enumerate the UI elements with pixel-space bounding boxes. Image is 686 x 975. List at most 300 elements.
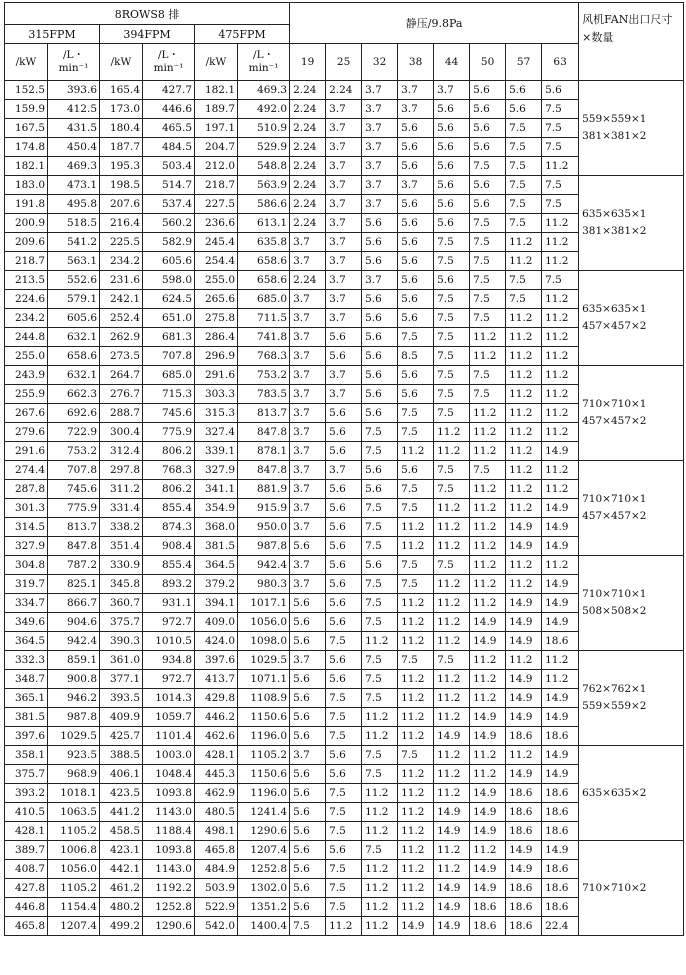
motor-power-cell: 14.9: [506, 689, 542, 708]
motor-power-cell: 5.6: [434, 138, 470, 157]
motor-power-cell: 11.2: [542, 385, 579, 404]
motor-power-cell: 18.6: [542, 898, 579, 917]
capacity-cell: 1188.4: [143, 822, 195, 841]
motor-power-cell: 18.6: [506, 784, 542, 803]
motor-power-cell: 7.5: [326, 632, 362, 651]
motor-power-cell: 3.7: [326, 366, 362, 385]
motor-power-cell: 5.6: [398, 290, 434, 309]
capacity-cell: 288.7: [100, 404, 143, 423]
motor-power-cell: 7.5: [470, 385, 506, 404]
capacity-cell: 390.3: [100, 632, 143, 651]
capacity-cell: 216.4: [100, 214, 143, 233]
motor-power-cell: 5.6: [326, 746, 362, 765]
capacity-cell: 254.4: [195, 252, 238, 271]
motor-power-cell: 7.5: [470, 309, 506, 328]
motor-power-cell: 11.2: [542, 423, 579, 442]
capacity-cell: 1093.8: [143, 784, 195, 803]
capacity-cell: 462.6: [195, 727, 238, 746]
motor-power-cell: 5.6: [326, 442, 362, 461]
motor-power-cell: 11.2: [362, 708, 398, 727]
unit-lpm: /L・min⁻¹: [238, 44, 290, 81]
capacity-cell: 624.5: [143, 290, 195, 309]
capacity-cell: 908.4: [143, 537, 195, 556]
capacity-cell: 514.7: [143, 176, 195, 195]
motor-power-cell: 3.7: [290, 480, 326, 499]
motor-power-cell: 5.6: [362, 252, 398, 271]
fan-outlet-size: 635×635×1 457×457×2: [579, 271, 684, 366]
capacity-cell: 265.6: [195, 290, 238, 309]
capacity-cell: 518.5: [48, 214, 100, 233]
capacity-cell: 859.1: [48, 651, 100, 670]
motor-power-cell: 11.2: [542, 157, 579, 176]
motor-power-cell: 7.5: [326, 822, 362, 841]
capacity-cell: 632.1: [48, 366, 100, 385]
motor-power-cell: 3.7: [290, 556, 326, 575]
fan-outlet-size: 710×710×1 508×508×2: [579, 556, 684, 651]
motor-power-cell: 3.7: [290, 309, 326, 328]
motor-power-cell: 7.5: [398, 499, 434, 518]
capacity-cell: 287.8: [5, 480, 48, 499]
motor-power-cell: 5.6: [362, 233, 398, 252]
capacity-cell: 1006.8: [48, 841, 100, 860]
capacity-cell: 681.3: [143, 328, 195, 347]
motor-power-cell: 11.2: [434, 537, 470, 556]
capacity-cell: 327.9: [195, 461, 238, 480]
motor-power-cell: 14.9: [542, 518, 579, 537]
capacity-cell: 1241.4: [238, 803, 290, 822]
motor-power-cell: 14.9: [470, 784, 506, 803]
capacity-cell: 412.5: [48, 100, 100, 119]
motor-power-cell: 18.6: [506, 917, 542, 936]
motor-power-cell: 5.6: [290, 898, 326, 917]
motor-power-cell: 11.2: [434, 632, 470, 651]
motor-power-cell: 11.2: [362, 898, 398, 917]
motor-power-cell: 11.2: [470, 651, 506, 670]
capacity-cell: 1351.2: [238, 898, 290, 917]
capacity-cell: 275.8: [195, 309, 238, 328]
motor-power-cell: 5.6: [290, 632, 326, 651]
capacity-cell: 658.6: [48, 347, 100, 366]
motor-power-cell: 7.5: [398, 423, 434, 442]
capacity-cell: 753.2: [48, 442, 100, 461]
table-row: [5, 556, 684, 575]
motor-power-cell: 11.2: [398, 841, 434, 860]
unit-lpm: /L・min⁻¹: [143, 44, 195, 81]
capacity-cell: 243.9: [5, 366, 48, 385]
motor-power-cell: 3.7: [290, 746, 326, 765]
capacity-cell: 942.4: [48, 632, 100, 651]
motor-power-cell: 7.5: [434, 347, 470, 366]
motor-power-cell: 11.2: [362, 803, 398, 822]
motor-power-cell: 5.6: [362, 404, 398, 423]
motor-power-cell: 5.6: [362, 309, 398, 328]
fan-outlet-size: 710×710×1 457×457×2: [579, 366, 684, 461]
capacity-cell: 465.8: [195, 841, 238, 860]
capacity-cell: 480.2: [100, 898, 143, 917]
table-row: [5, 461, 684, 480]
capacity-cell: 198.5: [100, 176, 143, 195]
motor-power-cell: 7.5: [542, 119, 579, 138]
capacity-cell: 499.2: [100, 917, 143, 936]
motor-power-cell: 5.6: [398, 138, 434, 157]
capacity-cell: 255.0: [195, 271, 238, 290]
motor-power-cell: 5.6: [470, 176, 506, 195]
motor-power-cell: 5.6: [290, 594, 326, 613]
capacity-cell: 381.5: [195, 537, 238, 556]
capacity-cell: 365.1: [5, 689, 48, 708]
motor-power-cell: 5.6: [326, 841, 362, 860]
capacity-cell: 393.5: [100, 689, 143, 708]
motor-power-cell: 3.7: [290, 499, 326, 518]
capacity-cell: 1018.1: [48, 784, 100, 803]
capacity-cell: 389.7: [5, 841, 48, 860]
motor-power-cell: 5.6: [470, 100, 506, 119]
capacity-cell: 286.4: [195, 328, 238, 347]
capacity-cell: 354.9: [195, 499, 238, 518]
motor-power-cell: 5.6: [362, 290, 398, 309]
motor-power-cell: 5.6: [290, 727, 326, 746]
motor-power-cell: 14.9: [434, 917, 470, 936]
capacity-cell: 462.9: [195, 784, 238, 803]
capacity-cell: 218.7: [195, 176, 238, 195]
capacity-cell: 972.7: [143, 670, 195, 689]
motor-power-cell: 5.6: [326, 480, 362, 499]
capacity-cell: 236.6: [195, 214, 238, 233]
capacity-cell: 200.9: [5, 214, 48, 233]
motor-power-cell: 3.7: [290, 347, 326, 366]
capacity-cell: 445.3: [195, 765, 238, 784]
capacity-cell: 537.4: [143, 195, 195, 214]
motor-power-cell: 7.5: [434, 461, 470, 480]
motor-power-cell: 11.2: [542, 214, 579, 233]
motor-power-cell: 11.2: [398, 708, 434, 727]
capacity-cell: 972.7: [143, 613, 195, 632]
motor-power-cell: 14.9: [506, 670, 542, 689]
capacity-cell: 692.6: [48, 404, 100, 423]
motor-power-cell: 3.7: [362, 157, 398, 176]
motor-power-cell: 7.5: [362, 594, 398, 613]
capacity-cell: 1048.4: [143, 765, 195, 784]
capacity-cell: 560.2: [143, 214, 195, 233]
capacity-cell: 410.5: [5, 803, 48, 822]
capacity-cell: 552.6: [48, 271, 100, 290]
capacity-cell: 855.4: [143, 499, 195, 518]
motor-power-cell: 3.7: [290, 233, 326, 252]
motor-power-cell: 5.6: [290, 537, 326, 556]
capacity-cell: 1101.4: [143, 727, 195, 746]
motor-power-cell: 18.6: [542, 879, 579, 898]
capacity-cell: 465.5: [143, 119, 195, 138]
capacity-cell: 394.1: [195, 594, 238, 613]
capacity-cell: 234.2: [100, 252, 143, 271]
capacity-cell: 262.9: [100, 328, 143, 347]
capacity-cell: 300.4: [100, 423, 143, 442]
capacity-cell: 775.9: [48, 499, 100, 518]
motor-power-cell: 14.9: [470, 727, 506, 746]
capacity-cell: 183.0: [5, 176, 48, 195]
static-pressure-header: 静压/9.8Pa: [290, 3, 579, 44]
motor-power-cell: 11.2: [506, 499, 542, 518]
motor-power-cell: 11.2: [506, 366, 542, 385]
fan-outlet-size: 762×762×1 559×559×2: [579, 651, 684, 746]
motor-power-cell: 18.6: [506, 803, 542, 822]
motor-power-cell: 7.5: [398, 651, 434, 670]
capacity-cell: 207.6: [100, 195, 143, 214]
motor-power-cell: 18.6: [506, 898, 542, 917]
motor-power-cell: 11.2: [542, 480, 579, 499]
motor-power-cell: 11.2: [470, 765, 506, 784]
motor-power-cell: 11.2: [506, 309, 542, 328]
motor-power-cell: 7.5: [326, 803, 362, 822]
motor-power-cell: 3.7: [326, 100, 362, 119]
motor-power-cell: 11.2: [434, 613, 470, 632]
capacity-cell: 212.0: [195, 157, 238, 176]
motor-power-cell: 5.6: [398, 366, 434, 385]
motor-power-cell: 14.9: [506, 537, 542, 556]
motor-power-cell: 5.6: [398, 461, 434, 480]
speed-header: 475FPM: [195, 25, 290, 44]
capacity-cell: 881.9: [238, 480, 290, 499]
motor-power-cell: 3.7: [290, 423, 326, 442]
motor-power-cell: 11.2: [506, 233, 542, 252]
capacity-cell: 255.9: [5, 385, 48, 404]
motor-power-cell: 11.2: [470, 556, 506, 575]
capacity-cell: 745.6: [48, 480, 100, 499]
unit-kw: /kW: [100, 44, 143, 81]
capacity-cell: 304.8: [5, 556, 48, 575]
capacity-cell: 227.5: [195, 195, 238, 214]
motor-power-cell: 5.6: [398, 309, 434, 328]
capacity-cell: 348.7: [5, 670, 48, 689]
capacity-cell: 165.4: [100, 81, 143, 100]
motor-power-cell: 3.7: [362, 195, 398, 214]
motor-power-cell: 7.5: [506, 290, 542, 309]
capacity-cell: 1302.0: [238, 879, 290, 898]
motor-power-cell: 7.5: [362, 423, 398, 442]
capacity-cell: 768.3: [143, 461, 195, 480]
motor-power-cell: 7.5: [470, 214, 506, 233]
motor-power-cell: 11.2: [542, 404, 579, 423]
motor-power-cell: 11.2: [362, 917, 398, 936]
capacity-cell: 662.3: [48, 385, 100, 404]
capacity-cell: 1143.0: [143, 860, 195, 879]
motor-power-cell: 5.6: [506, 100, 542, 119]
fan-outlet-header: 风机FAN出口尺寸×数量: [579, 3, 684, 81]
motor-power-cell: 14.9: [470, 632, 506, 651]
motor-power-cell: 3.7: [326, 138, 362, 157]
pressure-header: 57: [506, 44, 542, 81]
motor-power-cell: 5.6: [434, 100, 470, 119]
motor-power-cell: 7.5: [398, 480, 434, 499]
capacity-cell: 182.1: [5, 157, 48, 176]
capacity-cell: 893.2: [143, 575, 195, 594]
motor-power-cell: 11.2: [398, 822, 434, 841]
capacity-cell: 173.0: [100, 100, 143, 119]
motor-power-cell: 7.5: [398, 746, 434, 765]
motor-power-cell: 7.5: [470, 366, 506, 385]
capacity-cell: 1290.6: [143, 917, 195, 936]
capacity-cell: 358.1: [5, 746, 48, 765]
motor-power-cell: 11.2: [506, 480, 542, 499]
motor-power-cell: 11.2: [506, 575, 542, 594]
motor-power-cell: 11.2: [506, 347, 542, 366]
capacity-cell: 605.6: [143, 252, 195, 271]
motor-power-cell: 5.6: [398, 385, 434, 404]
capacity-cell: 379.2: [195, 575, 238, 594]
capacity-cell: 409.0: [195, 613, 238, 632]
motor-power-cell: 7.5: [470, 271, 506, 290]
capacity-cell: 252.4: [100, 309, 143, 328]
motor-power-cell: 3.7: [326, 252, 362, 271]
motor-power-cell: 7.5: [542, 195, 579, 214]
motor-power-cell: 5.6: [398, 252, 434, 271]
capacity-cell: 722.9: [48, 423, 100, 442]
motor-power-cell: 7.5: [326, 898, 362, 917]
capacity-cell: 465.8: [5, 917, 48, 936]
motor-power-cell: 3.7: [290, 366, 326, 385]
motor-power-cell: 11.2: [362, 632, 398, 651]
motor-power-cell: 11.2: [542, 461, 579, 480]
capacity-cell: 1150.6: [238, 765, 290, 784]
motor-power-cell: 11.2: [398, 613, 434, 632]
capacity-cell: 327.9: [5, 537, 48, 556]
motor-power-cell: 7.5: [434, 404, 470, 423]
motor-power-cell: 11.2: [470, 689, 506, 708]
motor-power-cell: 7.5: [542, 271, 579, 290]
motor-power-cell: 14.9: [434, 803, 470, 822]
motor-power-cell: 5.6: [362, 366, 398, 385]
motor-power-cell: 14.9: [434, 879, 470, 898]
motor-power-cell: 5.6: [326, 328, 362, 347]
capacity-cell: 311.2: [100, 480, 143, 499]
capacity-cell: 1093.8: [143, 841, 195, 860]
motor-power-cell: 18.6: [506, 822, 542, 841]
capacity-cell: 351.4: [100, 537, 143, 556]
motor-power-cell: 5.6: [398, 119, 434, 138]
motor-power-cell: 7.5: [434, 651, 470, 670]
capacity-cell: 658.6: [238, 271, 290, 290]
capacity-cell: 341.1: [195, 480, 238, 499]
capacity-cell: 331.4: [100, 499, 143, 518]
motor-power-cell: 7.5: [362, 442, 398, 461]
capacity-cell: 427.8: [5, 879, 48, 898]
capacity-cell: 711.5: [238, 309, 290, 328]
motor-power-cell: 5.6: [326, 670, 362, 689]
motor-power-cell: 14.9: [398, 917, 434, 936]
motor-power-cell: 11.2: [434, 499, 470, 518]
capacity-cell: 492.0: [238, 100, 290, 119]
motor-power-cell: 11.2: [470, 499, 506, 518]
motor-power-cell: 5.6: [434, 119, 470, 138]
motor-power-cell: 11.2: [398, 537, 434, 556]
motor-power-cell: 11.2: [542, 556, 579, 575]
capacity-cell: 934.8: [143, 651, 195, 670]
motor-power-cell: 11.2: [470, 404, 506, 423]
capacity-cell: 658.6: [238, 252, 290, 271]
motor-power-cell: 14.9: [542, 575, 579, 594]
capacity-cell: 274.4: [5, 461, 48, 480]
capacity-cell: 825.1: [48, 575, 100, 594]
motor-power-cell: 5.6: [326, 651, 362, 670]
capacity-cell: 632.1: [48, 328, 100, 347]
motor-power-cell: 11.2: [398, 594, 434, 613]
motor-power-cell: 7.5: [398, 328, 434, 347]
motor-power-cell: 5.6: [290, 708, 326, 727]
capacity-cell: 1150.6: [238, 708, 290, 727]
motor-power-cell: 14.9: [470, 613, 506, 632]
motor-power-cell: 7.5: [362, 575, 398, 594]
capacity-cell: 427.7: [143, 81, 195, 100]
motor-power-cell: 7.5: [362, 765, 398, 784]
motor-power-cell: 7.5: [542, 100, 579, 119]
capacity-cell: 923.5: [48, 746, 100, 765]
motor-power-cell: 5.6: [326, 613, 362, 632]
capacity-cell: 424.0: [195, 632, 238, 651]
capacity-cell: 279.6: [5, 423, 48, 442]
capacity-cell: 461.2: [100, 879, 143, 898]
motor-power-cell: 3.7: [326, 271, 362, 290]
motor-power-cell: 14.9: [470, 879, 506, 898]
motor-power-cell: 3.7: [326, 290, 362, 309]
motor-power-cell: 11.2: [470, 328, 506, 347]
capacity-cell: 598.0: [143, 271, 195, 290]
motor-power-cell: 3.7: [290, 461, 326, 480]
capacity-cell: 741.8: [238, 328, 290, 347]
capacity-cell: 338.2: [100, 518, 143, 537]
capacity-cell: 218.7: [5, 252, 48, 271]
capacity-cell: 446.8: [5, 898, 48, 917]
motor-power-cell: 3.7: [398, 100, 434, 119]
motor-power-cell: 11.2: [542, 651, 579, 670]
motor-power-cell: 5.6: [290, 613, 326, 632]
motor-power-cell: 5.6: [470, 81, 506, 100]
capacity-cell: 980.3: [238, 575, 290, 594]
motor-power-cell: 3.7: [326, 309, 362, 328]
motor-power-cell: 5.6: [542, 81, 579, 100]
capacity-cell: 191.8: [5, 195, 48, 214]
capacity-cell: 393.2: [5, 784, 48, 803]
capacity-cell: 303.3: [195, 385, 238, 404]
capacity-cell: 413.7: [195, 670, 238, 689]
capacity-cell: 469.3: [48, 157, 100, 176]
motor-power-cell: 3.7: [290, 518, 326, 537]
motor-power-cell: 11.2: [398, 442, 434, 461]
motor-power-cell: 3.7: [326, 176, 362, 195]
capacity-cell: 745.6: [143, 404, 195, 423]
capacity-cell: 368.0: [195, 518, 238, 537]
motor-power-cell: 7.5: [434, 309, 470, 328]
capacity-cell: 339.1: [195, 442, 238, 461]
motor-power-cell: 5.6: [398, 271, 434, 290]
capacity-cell: 847.8: [48, 537, 100, 556]
capacity-cell: 1143.0: [143, 803, 195, 822]
fan-coil-selection-table: [4, 2, 684, 936]
capacity-cell: 167.5: [5, 119, 48, 138]
motor-power-cell: 3.7: [326, 119, 362, 138]
capacity-cell: 1098.0: [238, 632, 290, 651]
capacity-cell: 429.8: [195, 689, 238, 708]
motor-power-cell: 7.5: [398, 556, 434, 575]
capacity-cell: 787.2: [48, 556, 100, 575]
motor-power-cell: 11.2: [470, 480, 506, 499]
capacity-cell: 806.2: [143, 480, 195, 499]
capacity-cell: 707.8: [48, 461, 100, 480]
capacity-cell: 1290.6: [238, 822, 290, 841]
capacity-cell: 345.8: [100, 575, 143, 594]
capacity-cell: 364.5: [195, 556, 238, 575]
motor-power-cell: 5.6: [290, 689, 326, 708]
motor-power-cell: 18.6: [506, 879, 542, 898]
